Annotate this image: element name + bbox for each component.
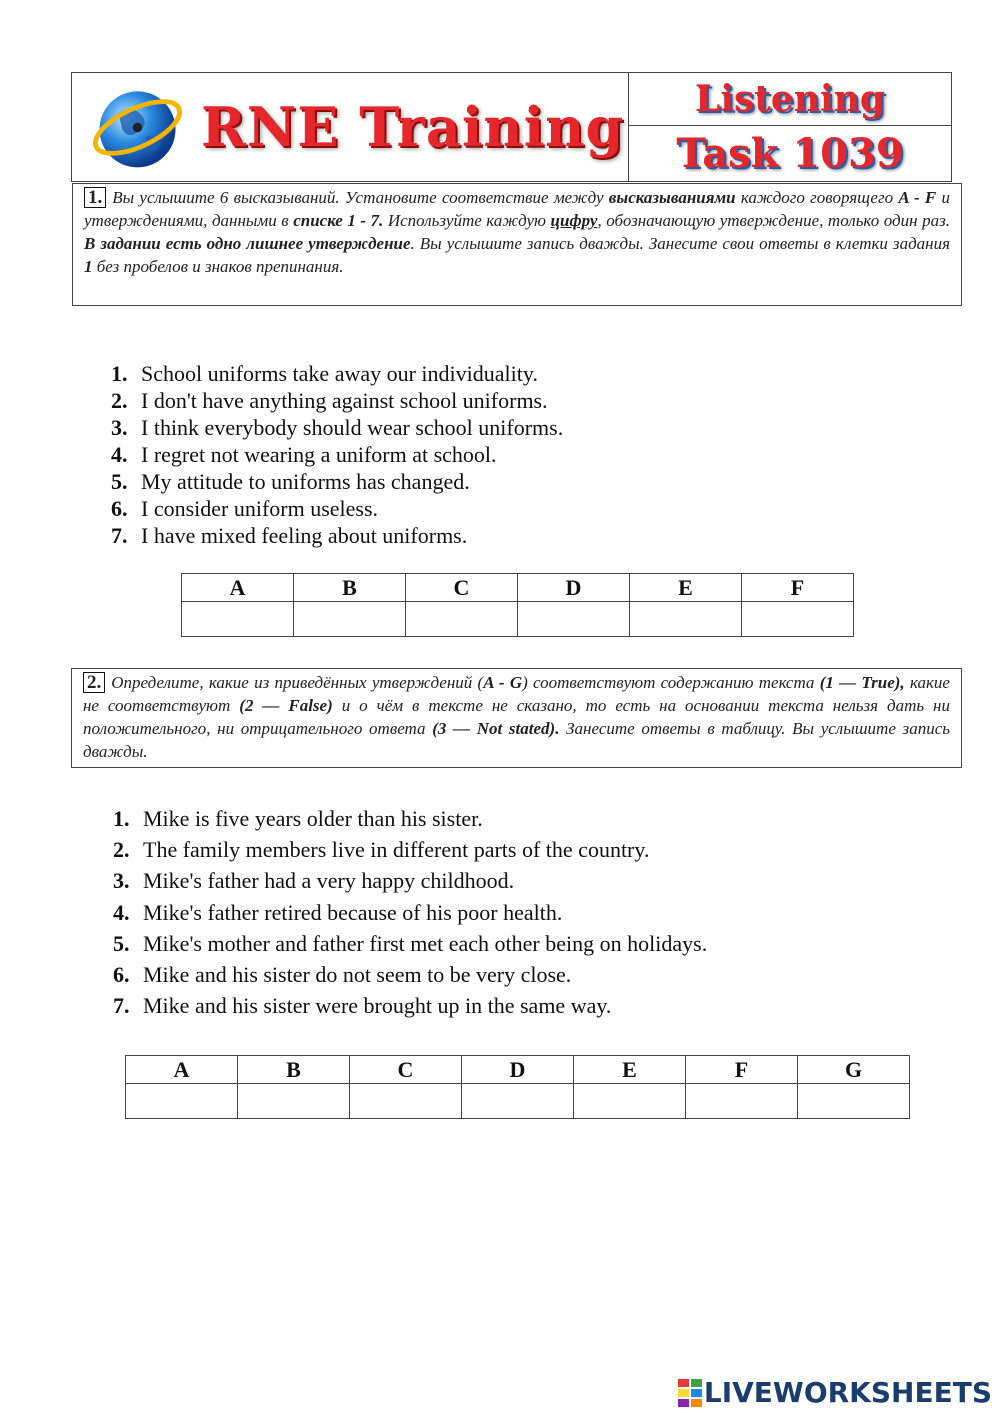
- answer-cell-a[interactable]: [182, 602, 294, 637]
- list-item: [111, 495, 563, 522]
- list-item: [113, 803, 707, 834]
- list-item: [111, 360, 563, 387]
- instr-text: , обозначающую утверждение, только один раз.: [597, 211, 950, 230]
- list-item: [113, 897, 707, 928]
- instr-text: и утверждениями, данными в: [84, 188, 951, 230]
- item-number: 6.: [111, 496, 128, 521]
- column-header: F: [742, 574, 854, 602]
- statements-list-2: [113, 803, 707, 1021]
- instr-bold: A - G: [483, 673, 523, 692]
- item-text: I have mixed feeling about uniforms.: [141, 523, 468, 548]
- column-header: C: [350, 1056, 462, 1084]
- answer-table-1: [181, 573, 854, 637]
- answer-cell-d[interactable]: [518, 602, 630, 637]
- item-text: Mike's father retired because of his poor health.: [143, 899, 563, 925]
- instr-text: и о чём в тексте не сказано, то есть на основании текста нельзя дать ни положительного, ни отрицательного ответа: [83, 696, 950, 738]
- instr-bold: высказываниями: [608, 188, 736, 207]
- list-item: [113, 959, 707, 990]
- instr-text: каждого говорящего: [735, 188, 899, 207]
- liveworksheets-watermark: [678, 1376, 992, 1409]
- liveworksheets-logo-icon: [678, 1379, 702, 1407]
- statements-list-1: [111, 360, 563, 549]
- list-item: [113, 834, 707, 865]
- answer-cell-e[interactable]: [574, 1084, 686, 1119]
- instr-bold: A - F: [898, 188, 937, 207]
- item-number: 6.: [113, 961, 130, 987]
- task2-instructions: [71, 668, 962, 768]
- item-number: 2.: [111, 388, 128, 413]
- instr-text: Определите, какие из приведённых утверждений (: [111, 673, 484, 692]
- instr-text: Используйте каждую: [383, 211, 551, 230]
- list-item: [113, 865, 707, 896]
- answer-table-2: [125, 1055, 910, 1119]
- item-text: My attitude to uniforms has changed.: [141, 469, 470, 494]
- item-number: 7.: [111, 523, 128, 548]
- answer-cell-g[interactable]: [798, 1084, 910, 1119]
- instr-text: Занесите ответы в таблицу. Вы услышите запись дважды.: [83, 719, 950, 761]
- instr-text: Вы услышите 6 высказываний. Установите соответствие между: [112, 188, 609, 207]
- list-item: [111, 441, 563, 468]
- answer-cell-b[interactable]: [294, 602, 406, 637]
- task1-number: 1.: [84, 187, 106, 208]
- item-text: The family members live in different parts of the country.: [143, 837, 650, 863]
- column-header: A: [126, 1056, 238, 1084]
- instr-bold: В задании есть одно лишнее утверждение: [84, 234, 411, 253]
- item-text: I think everybody should wear school uniforms.: [141, 415, 564, 440]
- answer-cell-f[interactable]: [686, 1084, 798, 1119]
- item-number: 1.: [111, 361, 128, 386]
- instr-text: . Вы услышите запись дважды. Занесите свои ответы в клетки задания: [410, 234, 951, 253]
- item-number: 2.: [113, 837, 130, 863]
- instr-bold: (1 — True),: [819, 673, 905, 692]
- item-text: Mike is five years older than his sister.: [143, 806, 483, 831]
- item-number: 3.: [113, 868, 130, 894]
- item-number: 4.: [111, 442, 128, 467]
- instr-bold: (3 — Not stated).: [432, 719, 560, 738]
- list-item: [111, 387, 563, 414]
- list-item: [111, 414, 563, 441]
- globe-logo-icon: [90, 80, 185, 175]
- watermark-text: LIVEWORKSHEETS: [703, 1376, 992, 1409]
- column-header: E: [630, 574, 742, 602]
- instr-text: ) соответствуют содержанию текста: [522, 673, 820, 692]
- item-text: I consider uniform useless.: [141, 496, 379, 521]
- column-header: B: [238, 1056, 350, 1084]
- instr-text: какие не соответствуют: [83, 673, 950, 715]
- answer-cell-a[interactable]: [126, 1084, 238, 1119]
- instr-bold: (2 — False): [239, 696, 333, 715]
- instr-text: без пробелов и знаков препинания.: [92, 257, 344, 276]
- instr-bold: 1: [84, 257, 93, 276]
- list-item: [111, 522, 563, 549]
- task-number-label: Task 1039: [676, 130, 904, 177]
- item-number: 5.: [111, 469, 128, 494]
- item-text: School uniforms take away our individuality.: [141, 361, 538, 386]
- section-label: Listening: [629, 73, 951, 126]
- item-text: I regret not wearing a uniform at school.: [141, 442, 497, 467]
- instr-underlined: цифру: [550, 211, 598, 230]
- task2-number: 2.: [83, 672, 105, 693]
- answer-cell-f[interactable]: [742, 602, 854, 637]
- item-text: Mike's father had a very happy childhood.: [143, 868, 515, 894]
- task-info-cell: [629, 73, 951, 181]
- instr-bold: списке 1 - 7.: [293, 211, 384, 230]
- answer-cell-c[interactable]: [350, 1084, 462, 1119]
- list-item: [113, 928, 707, 959]
- item-text: I don't have anything against school uniforms.: [141, 388, 548, 413]
- column-header: A: [182, 574, 294, 602]
- item-number: 1.: [113, 806, 130, 831]
- brand-cell: [72, 73, 629, 181]
- worksheet-header: [71, 72, 952, 182]
- brand-title: RNE Training: [201, 95, 625, 159]
- column-header: D: [462, 1056, 574, 1084]
- item-number: 3.: [111, 415, 128, 440]
- item-number: 7.: [113, 993, 130, 1019]
- item-number: 5.: [113, 930, 130, 956]
- answer-cell-e[interactable]: [630, 602, 742, 637]
- item-number: 4.: [113, 899, 130, 925]
- column-header: C: [406, 574, 518, 602]
- answer-cell-c[interactable]: [406, 602, 518, 637]
- item-text: Mike and his sister do not seem to be very close.: [143, 961, 572, 987]
- column-header: D: [518, 574, 630, 602]
- item-text: Mike's mother and father first met each other being on holidays.: [143, 930, 708, 956]
- answer-cell-d[interactable]: [462, 1084, 574, 1119]
- column-header: G: [798, 1056, 910, 1084]
- answer-cell-b[interactable]: [238, 1084, 350, 1119]
- column-header: E: [574, 1056, 686, 1084]
- column-header: B: [294, 574, 406, 602]
- column-header: F: [686, 1056, 798, 1084]
- list-item: [111, 468, 563, 495]
- item-text: Mike and his sister were brought up in the same way.: [143, 993, 612, 1019]
- task1-instructions: [72, 183, 962, 306]
- list-item: [113, 990, 707, 1021]
